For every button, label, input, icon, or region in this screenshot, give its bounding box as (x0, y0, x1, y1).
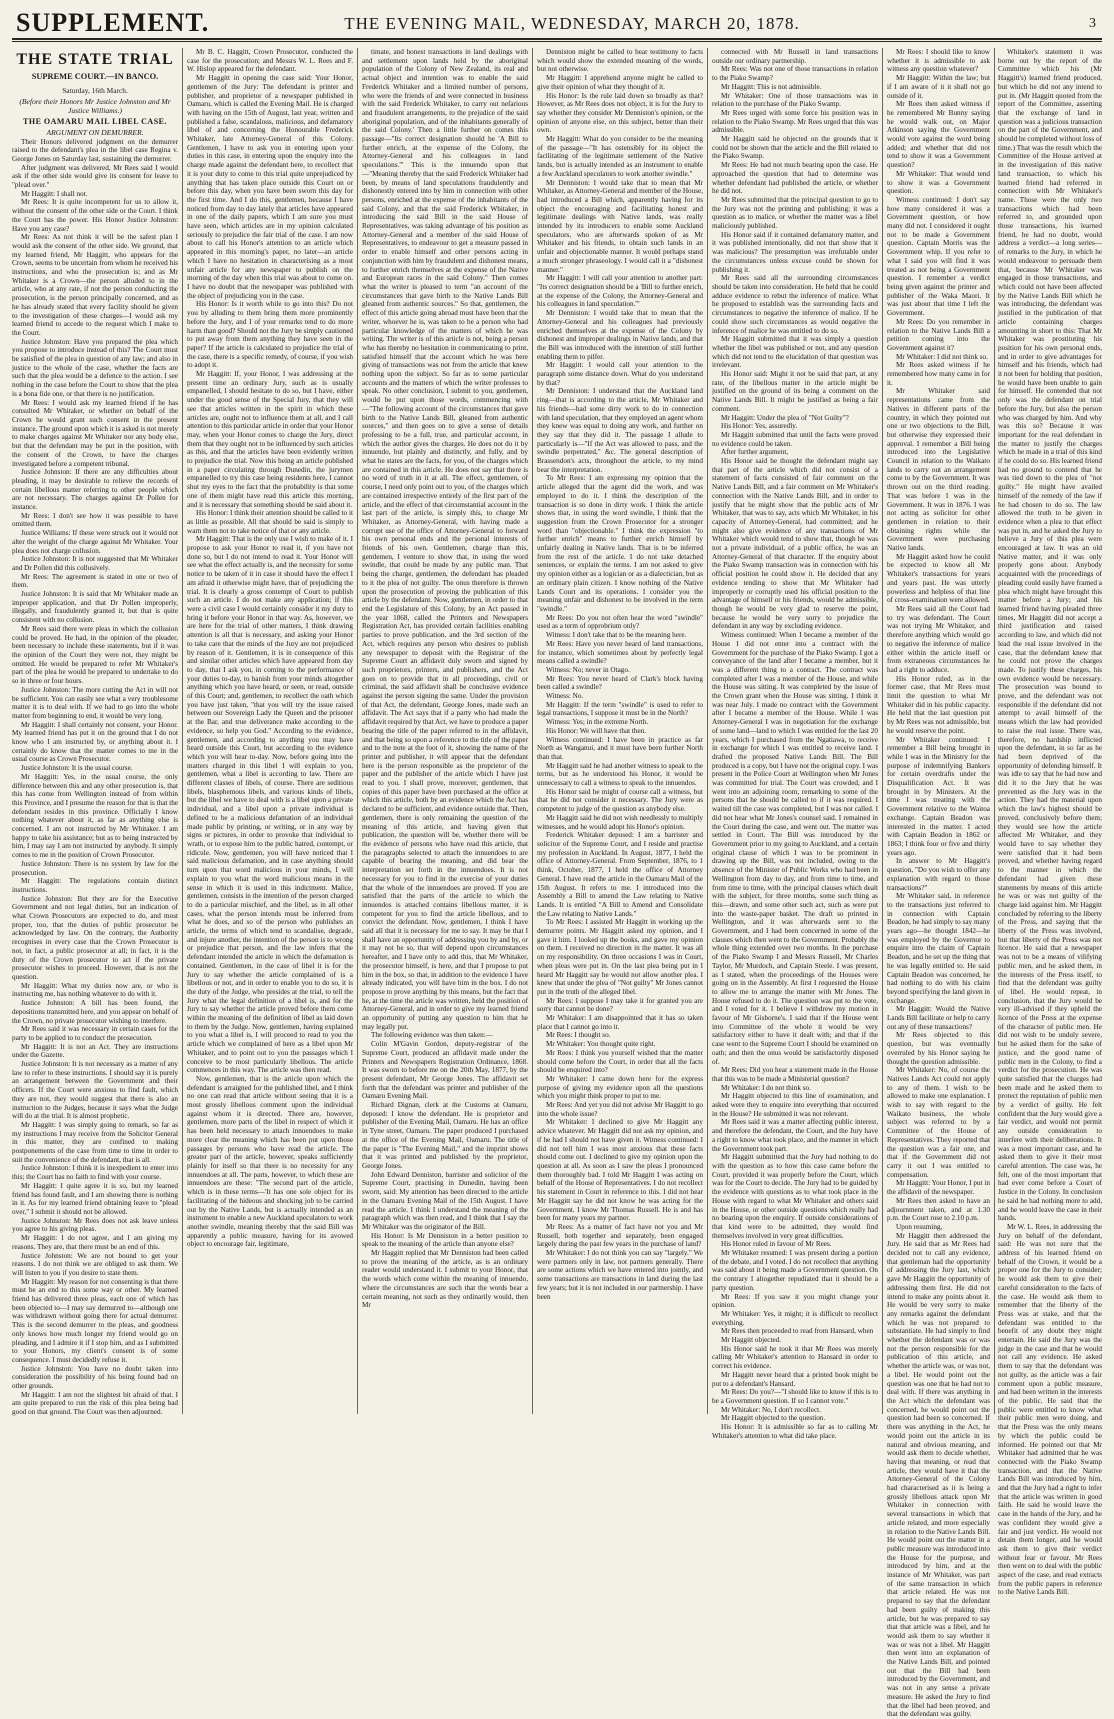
paragraph: Mr Haggitt: If the term "swindle" is used to refer to legal transactions, I suppose it must be in the North? (537, 700, 703, 718)
paragraph: Mr Rees objected to this question, but was eventually overruled by his Honor saying he thought the question admissible. (887, 1031, 990, 1066)
column-5 (712, 48, 878, 1440)
paragraph: Mr Rees: Do you?—"I should like to know if this is to be a Government question. If so I cannot vote." (712, 1388, 878, 1405)
paragraph: Justice Johnston: If there are any difficulties about pleading, it may be desirable to relieve the records of certain libellous matter referring to other people which are not necessary. The charges against Dr Pollen for instance. (12, 468, 178, 512)
paragraph: Mr Rees: I should like to know whether it is admissible to ask witness any question whatever? (887, 48, 990, 74)
paragraph: Justice Johnston: The more cutting the Act in will not be sufficient. You can easily see what a very troublesome matter it is to deal with. If we had to go into the whole matter from beginning to end, it would be very long. (12, 685, 178, 720)
paragraph: Mr Rees: The agreement is stated in one or two of them. (12, 572, 178, 590)
column-6 (887, 48, 990, 1719)
newspaper-title: THE EVENING MAIL, WEDNESDAY, MARCH 20, 1878. (344, 14, 800, 33)
bench-line: (Before their Honors Mr Justice Johnston and Mr Justice Williams.) (19, 97, 171, 115)
paragraph: Mr Haggitt said he objected on the grounds that it could not be shown that the article and the Bill related to the Piako Swamp. (712, 135, 878, 161)
paragraph: Justice Johnston: It is not necessary as a matter of any law to refer to these instructions. I should say it is purely an arrangement between the Government and their officers. If the Court were anxious to find fault, which they are not, they would suggest that there is also an instruction to the Judges, because it says what the Judge will do at the trial. It is almost prophetic. (12, 1060, 178, 1121)
paragraph: Justice Johnston: You have no doubt taken into consideration the possibility of his being found bad on other grounds. (12, 1364, 178, 1391)
paragraph: Mr Rees: Did you hear a statement made in the House that this was to be made a Ministerial question? (712, 1066, 878, 1083)
column-rule (707, 48, 708, 1414)
paragraph: Mr Rees then proceeded to read from Hansard, when (721, 1327, 874, 1336)
paragraph: Mr Rees: I suppose I may take it for granted you are sorry that cannot be done? (537, 996, 703, 1014)
paragraph: Mr Rees said there were pleas in which the collusion could be proved. He had, in the opinion of the pleader, been necessary to include these statements, but if it was the opinion of the Court they were not, they might be omitted. He would be prepared to refer Mr Whitaker's part of the plea he would be prepared to undertake to do so in three or four hours. (12, 624, 178, 686)
paragraph: Mr Haggitt: Would the Native Lands Bill facilitate or help to carry out any of these transactions? (887, 1005, 990, 1031)
paragraph: Witness: No. (546, 692, 584, 701)
paragraph: The following evidence was then taken:— (371, 1031, 493, 1040)
court-heading: SUPREME COURT.—IN BANCO. (31, 72, 159, 81)
paragraph: Justice Johnston: It is said that Mr Whitaker made an improper application, and that Dr Pollen improperly, illegally, and fraudulently granted it, but that is quite consistent with no collusion. (12, 590, 178, 625)
paragraph: Mr Denniston: I understand that the Auckland land ring—that is according to the article, Mr Whitaker and his friends—had some dirty work to do in connection with land speculation, that they employed an agent whom they knew was equal to doing any work, and further on they say that they did it. The passage I allude to particularly is—"If the Act was allowed to pass, and the swindle perpetrated," &c. The general description of Brassendon's acts, throughout the article, to my mind bear the interpretation. (537, 387, 703, 474)
case-title: THE OAMARU MAIL LIBEL CASE. (23, 117, 167, 126)
paragraph: Mr Rees: I thought so. (546, 1031, 611, 1040)
paragraph: Mr Rees: It is quite incompetent for us to allow it, without the consent of the other side or the Court. I think the Court has the power. His Honor Justice Johnston: Have you any case? (12, 198, 178, 233)
paragraph: After judgment was delivered, Mr Rees said I would ask if the other side would give its consent for leave to "plead over." (12, 163, 178, 190)
column-3 (362, 48, 528, 1414)
case-subtitle: ARGUMENT ON DEMURRER. (46, 127, 144, 137)
paragraph: His Honor: Is Mr Denniston in a better position to speak to the meaning of the article than anyone else? (362, 1231, 528, 1249)
paragraph: Mr Rees submitted that the principal question to go to the Jury was not the printing and publishing; it was a question as to malice, or whether the matter was a libel maliciously published. (712, 195, 878, 231)
column-1 (12, 48, 178, 1417)
paragraph: Mr Haggitt: I do not agree, and I am giving my reasons. They are, that there must be an end of this. (12, 1234, 178, 1251)
paragraph: His Honor said he took it that Mr Rees was merely calling Mr Whitaker's attention to Hansard in order to correct his evidence. (712, 1344, 878, 1371)
paragraph: Mr Rees: Was not one of those transactions in relation to the Piako Swamp? (712, 65, 878, 83)
paragraph: Mr Haggitt objected. (721, 1336, 782, 1345)
paragraph: Colin M'Gavin Gordon, deputy-registrar of the Supreme Court, produced an affidavit made under the Printers and Newspapers Registration Ordinance, 1868. It was sworn to before me on the 20th May, 1877, by the present defendant, Mr George Jones. The affidavit set forth that the defendant was printer and publisher of the Oamaru Evening Mail. (362, 1040, 528, 1101)
paragraph: Mr Haggitt objected to this line of examination, and asked were they to enquire into everything that occurred in the House? He submitted it was not relevant. (712, 1092, 878, 1118)
paragraph: Mr Haggitt: This is not admissible. (721, 82, 822, 91)
paragraph: Mr Rees: And yet you did not advise Mr Haggitt to go into the whole issue? (537, 1101, 703, 1118)
paragraph: Justice Johnston: It is not suggested that Mr Whitaker and Dr Pollen did this collusively. (12, 555, 178, 572)
paragraph: Mr Whitaker: No, of course the Natives Lands Act could not apply to any of them. I wish to be allowed to make one explanation. I wish to say with regard to the Waikato business, the whole subject was referred to by a Committee of the House of Representatives. They reported that the question was a fair one, and that if the Government did not carry it out I was entitled to compensation. (887, 1066, 990, 1179)
columns (12, 48, 1103, 1719)
paragraph: Mr Whitaker said, in reference to the transactions just referred to in connection with Captain Beadon, he had simply to say many years ago—he thought 1842—he was employed by the Governor to enquire into the claim of Captain Beadon, and he set up the thing that he was legally entitled to. He said Captain Beadon was concerned, he had nothing to do with his claim beyond specifying the land given in exchange. (887, 892, 990, 1005)
paragraph: Mr Whitaker: I declined to give Mr Haggitt any advice whatever. Mr Haggitt did not ask my opinion, and if he had I should not have given it. Witness continued: I did not tell him I was most anxious that these facts should come out. I declined to give my opinion upon the question at all. As soon as I saw the pleas I pronounced them thoroughly bad. I told Mr Haggitt I was acting on behalf of the House of Representatives. I do not recollect his statement in Court in reference to this. I did not hear Mr Haggitt say he did not know he was acting for the Government. I know Mr Thomas Russell. He is and has been for many years my partner. (537, 1118, 703, 1223)
paragraph: Mr Haggitt in opening the case said: Your Honor, gentlemen of the Jury: The defendant is printer and publisher, and proprietor of a newspaper published in Oamaru, which is called the Evening Mail. He is charged with having on the 15th of August, last year, written and published a false, scandalous, malicious, and defamatory libel of and concerning the Honourable Frederick Whitaker, late Attorney-General of this Colony. Gentlemen, I have to ask you in entering upon your duties in this case, in entering upon the enquiry into the charge made against the defendant here, to recollect that it is your duty to come to this trial quite unprejudiced by anything that has taken place outside this Court on or before this day, when you have been sworn this day for the first time. And I do this, gentlemen, because I have noticed from day to day lately that articles have appeared in one of the daily papers, which I am sure you must have seen, which articles are in my opinion calculated seriously to prejudice the fair trial of the case. I am now about to call his Honor's attention to an article which appeared in this morning's paper, no later—an article which I have no hesitation in characterising as a most unfair article for any newspaper to publish on the morning of the day when this trial was about to come on. I have no doubt that the newspaper was published with the object of prejudicing you in the case. (187, 74, 353, 300)
paragraph: Mr Whitaker: I do not think so. (721, 1083, 811, 1092)
paragraph: Mr Rees: Do you remember in relation to the Native Lands Bill a petition coming into the Government against it? (887, 317, 990, 352)
paragraph: Justice Johnston: Have you prepared the plea which you propose to introduce instead of this? The Court must be satisfied of the plea in question of any law; and also in justice to the whole of the case, whether the facts are such that the plea would be a defence to the action. I see nothing in the case before the Court to show that the plea is a bona fide one, or that there is no justification. (12, 337, 178, 398)
paragraph: Justice Johnston: It is the usual course. (21, 764, 133, 773)
masthead-rule (12, 41, 1102, 42)
column-7 (998, 48, 1103, 1597)
paragraph: Mr Haggitt submitted that the Jury had nothing to do with the question as to how this case came before the Court, provided it was properly before the Court, which was for the Court to decide. The Jury had to be guided by the evidence with questions as to what took place in the House with regard to what Mr Whitaker and others said in the House, or other outside questions which really had no bearing upon the enquiry. If outside considerations of that kind were to be admitted, they would find themselves involved in very great difficulties. (712, 1153, 878, 1240)
paragraph: Mr Haggitt asked how he could be expected to know all Mr Whitaker's transactions for years and years past. He was utterly powerless and helpless of that line of cross-examination were allowed. (887, 552, 990, 605)
paragraph: Witness continued: I don't say how many considered it was a Government question, or how many did not. I considered it ought not to be made a Government question. Captain Morris was the Government whip. If you refer to what I said you will find it was treated as not being a Government question. I remember a verdict being given against the printer and publisher of the Waka Maori. It was just about that time I left the Government. (887, 195, 990, 318)
paragraph: Mr Haggitt: It is not an Act. They are instructions under the Gazette. (12, 1042, 178, 1060)
paragraph: Mr Haggitt: I shall not. (21, 189, 88, 198)
paragraph: Mr Haggitt: Yes, in the usual course, the only difference between this and any other prosecution is, that this has come from Wellington instead of from within this Province, and I presume the reason for that is that the defendant resides in this province. Officially I know nothing whatever about it, as far as anything else is concerned. I am not instructed by Mr Whitaker. I am happy to take his assistance; but as to being instructed by him, I may say I am not instructed by anybody. It simply comes to me in the position of Crown Prosecutor. (12, 772, 178, 860)
paragraph: Mr Whitaker: I do not think you can say "largely." We were partners only in law, not partners generally. There are some actions which we have entered into jointly, and some transactions are transactions in land during the last few years; but it is not included in our partnership. I have been (537, 1249, 703, 1301)
paragraph: Mr Whitaker resumed: I was present during a portion of the debate, and I voted. I do not recollect that anything was said about it being made a Government question. On the contrary I altogether repudiated that it should be a party question. (712, 1249, 878, 1292)
paragraph: Mr Haggitt objected to the question. (721, 1414, 826, 1423)
paragraph: Mr Whitaker said representations came from the Natives in different parts of the country, in which they pointed out one or two objections to the Bill, but otherwise they expressed their approval. I remember a Bill being introduced into the Legislative Council in relation to the Waikato lands to carry out an arrangement come to by the Government. It was thrown out on the third reading. That was before I was in the Government. It was in 1876. I was not acting as solicitor for other gentlemen in relation to their obtaining rights while the Government were purchasing Native lands. (887, 387, 990, 553)
paragraph: Justice Johnston: We are not bound to get your reasons. I do not think we are obliged to ask them. We will listen to you if you desire to state them. (12, 1251, 178, 1277)
paragraph: Mr Whitaker: One of those transactions was in relation to the purchase of the Piako Swamp. (712, 91, 878, 109)
column-rule (182, 48, 183, 1414)
paragraph: timate, and honest transactions in land dealings with and settlement upon lands held by the aboriginal population of the Colony of New Zealand, its real and actual object and intention was to enable the said Frederick Whitaker and a limited number of persons, who were the friends of and were connected in business with the said Frederick Whitaker, to carry out nefarious and fraudulent arrangements, to the prejudice of the said aboriginal population, and of the inhabitants generally of the said Colony.' Then a little further on comes this passage—"Its correct designation should be 'A Bill to further enrich, at the expense of the Colony, the Attorney-General and his colleagues in land speculations.'" This is the innuendo upon that—"Meaning thereby that the said Frederick Whitaker had been, by means of land speculations fraudulently and dishonestly entered into by him in connection with other persons, enriched at the expense of the inhabitants of the said Colony, and that the said Frederick Whitaker, in introducing the said Bill in the said House of Representatives, was taking advantage of his position as Attorney-General and a member of the said House of Representatives, to endeavour to get a measure passed in order to enable himself and other persons acting in conjunction with him by fraudulent and dishonest means, to further enrich themselves at the expense of the Native and European races in the said Colony." Then comes what the writer is pleased to term "an account of the circumstances that gave birth to the Native Lands Bill gleaned from authentic sources." So that, gentlemen, the effect of this article going abroad must have been that the writer, whoever he is, was taken to be a person who had particular knowledge of the matters of which he was writing. The writer is of this article is not, being a person who has thereby no hesitation in communicating to print, satisfied himself that the account which he was here giving of transactions was not from the article that knew nothing upon the subject. So far as to some particular accounts and the matters of which the writer professes to speak. No other conclusion, I submit to you, gentlemen, would be put upon those words, commencing with—"The following account of the circumstances that gave birth to the Native Lands Bill, gleaned from authentic sources," and then goes on to give a sense of details professing to be a full, true, and particular account, in which the author gives the charges. He does not do it by innuendo, but plainly and distinctly, and fully, and by what he states are the facts, for you, of the charges which are contained in this article. He does not say that there is no word of truth in it at all. The effect, gentlemen, of course, I need only point out to you, of the charges which are contained irrespective entirely of the first part of the article, and the effect of that circumstantial account in the last part of the article, is simply this, to charge Mr Whitaker, as Attorney-General, with having made a corrupt use of the office of Attorney-General to forward his own personal ends and the personal interests of friends of his own. Gentlemen, charge than this, gentlemen, I venture to show that, in using the word swindle, that could be made by any public man. That being the charge, gentlemen, the defendant has pleaded to it the plea of not guilty. The onus therefore is thrown upon the prosecution of proving the publication of this article by the defendant. Now, gentlemen, in order to that end the Legislature of this Colony, by an Act passed in the year 1868, called the Printers and Newspapers Registration Act, has provided certain facilities enabling parties to prove publication, and the 3rd section of the Act, which requires any person who desires to publish any newspaper to deposit with the Registrar of the Supreme Court an affidavit duly sworn and signed by such proprietors, printers, and publishers, and the Act goes on to provide that in all proceedings, civil or criminal, the said affidavit shall be conclusive evidence against the person signing the same. Under the provision of that Act, the defendant, George Jones, made such an affidavit. The Act says that if a party who had made the affidavit required by that Act, we have to produce a paper bearing the title of the paper referred to in the affidavit, and that being so upon a reference to the title of the paper and to the note at the foot of it, showing the name of the printer and publisher, it will appear that the defendant here is the person responsible as the proprietor of the paper and the publisher of the article which I have just read to you. I shall prove, moreover, gentlemen, that copies of this paper have been purchased at the office at which this article, both by an evidence which the Act has declared to be sufficient, and evidence outside that. Then, gentlemen, there is only remaining the question of the meaning of this article, and having given that publication, the question will be, whether there will be the evidence of persons who have read this article, that the paragraphs selected to attach the innuendoes to are capable of bearing the meaning, and did bear the interpretation set forth in the innuendoes. It is not necessary for you to find in the exercise of your duties that the whole of the innuendoes are proved. If you are satisfied that the parts of the article to which the innuendos is attached contains libellous matter, it is competent for you to find the article libellous, and to convict the defendant. Now, gentlemen, I think I have said all that it is necessary for me to say. It may be that I shall have an opportunity of addressing you by and by, or it may not be so, that will depend upon circumstances hereafter, and I have only to add this, that Mr Whitaker, the prosecutor himself, is here, and that I propose to put him in the box, so that, in addition to the evidence I have already indicated, you will have him in the box. I do not propose to prove anything by this means, but the fact that he, at the time the article was written, held the position of Attorney-General, and in order to give my learned friend an opportunity of putting any question to him that he may legally put. (362, 48, 528, 1031)
paragraph: Mr Rees said it was a matter affecting public interest, and therefore the defendant, the Court, and the Jury have a right to know what took place, and the manner in which the Government took part. (712, 1118, 878, 1153)
paragraph: Mr Whitaker: That would tend to show it was a Government question. (887, 169, 990, 196)
paragraph: His Honor: Is it worth while to go into this? Do not you by alluding to them bring them more prominently before the Jury, and I of your remarks tend to do more harm than good? Should not the Jury be simply cautioned to put away from them anything they have seen in the paper? If the article is calculated to prejudice the trial of the case, there is a specific remedy, of course, if you wish to adopt it. (187, 300, 353, 370)
paragraph: To Mr Rees: I assisted Mr Haggitt in working up the demurrer points. Mr Haggitt asked my opinion, and I gave it him. I looked up the books, and gave my opinion on them. I received no direction in the matter. It was all on my responsibility. On three occasions I was in Court, when pleas were put in. On the last plea being put in I heard Mr Haggitt say he would not allow another plea. I knew that under the plea of "Not guilty" Mr Jones cannot put in the truth of the alleged libel. (537, 918, 703, 996)
paragraph: His Honor: Is the rule laid down so broadly as that? However, as Mr Rees does not object, it is for the Jury to say whether they consider Mr Denniston's opinion, or the opinion of anyone else, on this subject, better than their own. (537, 91, 703, 135)
paragraph: His Honor said he might of course call a witness, but that he did not consider it necessary. The Jury were as competent to judge of the question as anybody else. (537, 787, 703, 814)
paragraph: Mr Haggitt submitted that it was simply a question whether the libel was published or not, and any question which did not tend to the elucidation of that question was irrelevant. (712, 335, 878, 370)
paragraph: Mr Whitaker: You thought quite right. (546, 1040, 656, 1049)
paragraph: Mr Whitaker: I did not think so. (896, 352, 988, 361)
paragraph: Mr Whitaker: I am disappointed that it has so taken place that I cannot go into it. (537, 1014, 703, 1031)
paragraph: His Honor said: Might it not be said that part, at any rate, of the libellous matter in the article might be justified on the ground of its being a comment on the Native Lands Bill. It might be justified as being a fair comment. (712, 370, 878, 413)
column-2 (187, 48, 353, 1414)
paragraph: Mr Haggitt: My reason for not consenting is that there must be an end to this some way or other. My learned friend has delivered three pleas, each one of which has been objected to—I may say demurred to—although one was withdrawn without going there for actual demurrer. This is the second demurrer to the pleas, and goodness only knows how much longer my friend would go on pleading, and I admire it if I stop him, and as I submitted to your Honors, my client's consent is of some consequence. I must decidedly refuse it. (12, 1277, 178, 1364)
paragraph: Mr Haggitt: I would call your attention to the paragraph some distance down. What do you understand by that? (537, 361, 703, 387)
paragraph: Mr Rees then asked witness if he remembered Mr Bunny saying he would walk out, on Major Atkinson saying the Government would vote against the word being added; and whether that did not tend to show it was a Government question? (887, 100, 990, 170)
paragraph: His Honor: It is admissible so far as to calling Mr Whitaker's attention to what did take place. (712, 1423, 878, 1440)
paragraph: Mr Rees: As not think it will be the safest plan I would ask the consent of the other side. We ground, that my learned friend, Mr Haggitt, who appears for the Crown, seems to be uncertain from whom he received his instructions, and who the prosecution is; and as Mr Whitaker is a Crown—the person alluded to in the article, who at any rate, if not the person conducting the prosecution, is the person principally concerned, and as he has already stated that every facility should be given to the investigation of these charges—I would ask my learned friend to accede to the request which I make to the Court. (12, 233, 178, 337)
paragraph: Mr Denniston: I would take that to mean that Mr Whitaker, as Attorney-General and member of the House, had introduced a Bill which, apparently having for its object the encouraging and facilitating honest and legitimate dealings with Native lands, was really intended by its introducers to enable some Auckland speculators, who are afterwards spoken of as Mr Whitaker and his friends, to obtain such lands in an unfair and objectionable manner. It would perhaps stand a much stronger phraseology. I would call it a "dishonest manner." (537, 178, 703, 274)
paragraph: Mr Haggitt said he did not wish needlessly to multiply witnesses, and he would adopt his Honor's opinion. (537, 813, 703, 831)
paragraph: Witness continued: When I became a member of the House I did not enter into a contract with the Government for the purchase of the Piako Swamp. I got a conveyance of the land after I became a member, but it was a different thing to a contract. The contract was completed after I was a member of the House, and while the House was sitting. It was completed by the issue of the Crown grant when the House was sitting. I think it was near July. I made no contract with the Government after I became a member of the House. While I was Attorney-General I was in negotiation for the exchange of some land—land to which I was entitled for the last 20 years, which I purchased from the Ngatiawa, to receive in exchange for which I was entitled to receive land. I drafted the proposed Native Lands Bill. The Bill produced is a copy, but I have not the original copy. I was present in the Police Court at Wellington when Mr Jones was committed for trial. The Court was crowded, and I went into an adjoining room, remarking to some of the persons that he should be called to if it was required. I waited till the case was completed, but I was not called. I did not hear what Mr Jones's counsel said. I remained in the Court during the case, and went out. The matter was settled in Court. The Bill was introduced by the Government prior to my going to Auckland, and a certain original clause of which I was to be prominent in drawing up the Bill, was not included, owing to the absence of the Minister of Public Works who had been in Wellington from day to day, and from time to time, and from time to time, with the principal clauses which dealt with the subject, for three months, some such thing as this—drawn, and some other such act, such as were put into the waste-paper basket. The draft so printed in Wellington, and it was afterwards sent to the Government, and I had been concerned in some of the clauses which then went to the Government. Probably the whole thing extended over two months. In the purchase of the Piako Swamp I and Messrs Russell, Mr Charles Taylor, Mr Murdoch, and Captain Steele. I was present, as I stated, when the proceedings of the Houses were going on in the Assembly. At first I requested the House to allow me to arrange the matter with Mr Jones. The House refused to do it. The question was put to the vote, and I voted for it. I believe I withdrew my motion in favour of Mr Gisborne's. I said that if the House went into Committee of the whole it would be very satisfactory either to have it dealt with; and that if the case went to the Supreme Court I should be examined on oath; and then the onus would be satisfactorily disposed of. (712, 631, 878, 1066)
paragraph: Justice Johnston: I think it is inexpedient to enter into this; the Court has no faith to find with your course. (12, 1164, 178, 1182)
paragraph: Mr Whitaker: Yes, it might; it is difficult to recollect everything. (712, 1309, 878, 1327)
paragraph: Mr Haggitt: If, your Honor, I was addressing at the present time an ordinary Jury, such as is usually empanelled, I should hesitate to do so, but I have, either under the good sense of the Special Jury, that they will see that articles written in the spirit in which these articles are, ought not to influence them at all, and I call attention to this particular article in order that your Honor may, when your Honor comes to charge the Jury, direct them that they ought not to be influenced by such articles as this, and that the articles have been evidently written to prejudice the trial. Now this being an article published in a paper circulating through Dunedin, the jurymen empanelled to try this case being residents here, I cannot shut my eyes to the fact that the probability is that some one of them might have read this article this morning, and it is necessary that something should be said about it. (187, 370, 353, 509)
paragraph: Justice Williams: If these were struck out it would not alter the weight of the charge against Mr Whitaker. Your plea does not charge collusion. (12, 529, 178, 555)
paragraph: Justice Johnston: There is no system by law for the prosecution. (12, 859, 178, 877)
paragraph: Mr Haggitt: Under the plea of "Not Guilty"? (721, 413, 849, 422)
paragraph: His Honor: I think their attention should be called to it as little as possible. All that should be said is simply to warn them not to take notice of that or any article. (187, 509, 353, 535)
column-4 (537, 48, 703, 1414)
paragraph: His Honor: Yes, assuredly. (721, 422, 798, 431)
paragraph: To Mr Rees: I am expressing my opinion that the article alleged that the agent did the work, and was employed to do it. I think the description of the transaction is so done in dirty work. I think the article shows that, in using the word swindle, I think that the suggestion from the Crown Prosecutor for a stronger word than "objectionable." I think the expression "to further enrich" means to further enrich himself by unfairly dealing in Native lands. That is to be inferred from the rest of the article. I do not take detached sentences, or explain the terms. I am not asked to give my opinion either as a logician or as a dialectician, but as an ordinary plain citizen. I know nothing of the Native Lands Court and its operations. I consider you the meaning unfair and dishonest to be involved in the term "swindle." (537, 474, 703, 613)
column-rule (357, 48, 358, 1414)
paragraph: Now, gentlemen, that is the article upon which the defendant is arraigned for the published libel, and I think no one can read that article without seeing that it is a most grossly libellous comment upon the individual against whom it is directed. There are, however, gentlemen, more parts of the libel in respect of which it has been held necessary to attach innuendoes to make more clear the meaning which has been put upon those passages by persons who have read the article. The greater part of the article, however, speaks sufficiently plainly for itself so that there is no necessity for any innuendoes at all. The parts, however, to which these are innuendoes are these: "The second part of the article, which is in these terms—'It has one sole object for its facilitating of the hideous and shocking job to be carried out by the Native Lands, but is actually intended as an instrument to enable a new Auckland speculators to work another swindle, meaning thereby that the said Bill was apparently a public measure, having for its avowed object to encourage fair, legitimate, (187, 1074, 353, 1249)
paragraph: Mr B. C. Haggitt, Crown Prosecutor, conducted the case for the prosecution; and Messrs W. L. Rees and F. W. Hislop appeared for the defendant. (187, 48, 353, 74)
paragraph: Mr Haggitt: I will call your attention to another part: "Its correct designation should be a 'Bill to further enrich, at the expense of the Colony, the Attorney-General and his colleagues in land speculation.'" (537, 274, 703, 309)
paragraph: Justice Johnston: Mr Rees does not ask leave unless you agree to his giving pleas. (12, 1216, 178, 1234)
paragraph: Whitaker's statement it was borne out by the report of the Committee which his (Mr Haggitt's) learned friend produced, but which he did not any intend to put in. (Mr Haggitt quoted from the report of the Committee, asserting that the exchange of land in question was a judicious transaction on the part of the Government, and should be completed without loss of time.) That was the result which the Committee of the House arrived at in the investigation of this native land transaction, to which his learned friend had referred in connection with Mr Whitaker's name. Those were the only two transactions which had been referred to, and grounded upon those transactions, his learned friend, he had no doubt, would address a verdict—a long series—of remarks to the Jury, in which he would endeavour to persuade them that, because Mr Whitaker was engaged in those transactions, and which could not have been affected by the Native Lands Bill which he was introducing, the defendant was justified in the publication of that article containing charges amounting in short to this: That Mr Whitaker was prostituting his position for his own personal ends, and in order to give advantages for himself and his friends, which had it not been for holding that position, he would have been unable to gain for himself. He contended that not only was the defendant on trial before the Jury, but also the person who was charged by him. And why was this so? Because it was important for the real defendant in the matter to justify the charges which he made in a trial of this kind if he could do so. His learned friend had no ground to contend that he was tied down to the plea of "not guilty." He might have availed himself of the remedy of the law if he had chosen to do so. The law allowed the truth to be given in evidence when a plea to that effect was put in, and he asked the Jury to believe a Jury of this plea were encouraged at law. It was an old Native matter, and it was only properly gone about. Anybody acquainted with the proceedings of pleading could easily have framed a plea which might have brought this matter before a Jury; and his learned friend having pleaded three times, Mr Haggitt did not accept a third justification and raised according to law, and which did not lead the real issue involved in the case, that the defendant knew that he could not prove the charges made. To justify these charges, his own evidence would be necessary. The prosecution was bound to prove, and the defendant was not responsible if the defendant did not attempt to avail himself of the means which the law had provided to raise the real issue. There was, therefore, no hardship inflicted upon the defendant, in so far as he had been deprived of the opportunity of defending himself. It was idle to say that he had now and did it to the Jury that he was prevented as the Jury was in the action. They had the material upon which the law's highest should be proved, conclusively before them; they would see how the article affected Mr Whitaker, and they would have to say whether they were satisfied that it had been proved, and whether having regard to the manner in which the defendant had given these statements by means of this article he was or was not guilty of the charge laid against him. Mr Haggitt concluded by referring to the liberty of the Press, and saying that the liberty of the Press was involved, but that liberty of the Press was not licence. He said that a newspaper was not to be a means of vilifying public men, and he asked them, in the interests of the Press itself, to find that the defendant was guilty of libel. He would repeat, in conclusion, that the Jury would be very ill-advised if they upheld the licence of the Press at the expense of the character of public men. He did not wish to be unduly severe, but he asked them for the sake of justice, and the good name of public men in the Colony, to find a verdict for the prosecution. He was quite satisfied that the charges had been made and he asked them to protect the reputation of public men by a verdict of guilty. He felt confident that the Jury would give a fair verdict, and would not permit any outside consideration to interfere with their deliberations. It was a most important case, and he asked them to give it their most careful attention. The case was, he felt, one of the most important that had ever come before a Court of Justice in the Colony. In conclusion he said he had nothing more to add, and he would leave the case in their hands. (998, 48, 1103, 1223)
paragraph: His Honor said if it contained defamatory matter, and it was published intentionally, did not that show that it was malicious? The presumption was irrefutable under the circumstances unless excuse could be shown for publishing it. (712, 230, 878, 274)
paragraph: Denniston might be called to bear testimony to facts which would show the extended meaning of the words, but not otherwise. (537, 48, 703, 74)
paragraph: Witness: No; never in Otago. (546, 665, 630, 674)
paragraph: Mr Rees said all the surrounding circumstances should be taken into consideration. He held that he could adduce evidence to rebut the inference of malice. What he proposed to establish was the surrounding facts and circumstances to negative the inference of malice. If he could show such circumstances as would negative the inference of malice he was entitled to do so. (712, 274, 878, 335)
column-rule (882, 48, 883, 1414)
paragraph: Mr Whitaker: I came down here for the express purpose of giving my evidence upon all the questions which you might think proper to put to me. (537, 1074, 703, 1101)
paragraph: Mr Haggitt: The regulations contain distinct instructions. (12, 877, 178, 894)
paragraph: Mr Rees: He had not much bearing upon the case. He approached the question that had to determine was whether defendant had published the article, or whether he did not. (712, 161, 878, 196)
paragraph: Mr Rees: If you saw it you might change your opinion. (712, 1292, 878, 1310)
paragraph: Frederick Whitaker deposed: I am a barrister and solicitor of the Supreme Court, and I reside and practise my profession in Auckland. In August, 1877, I held the office of Attorney-General. From September, 1876, to 1 think, October, 1877, I held the office of Attorney General. I have read the article in the Oamaru Mail of the 15th August. It refers to me. I introduced into the Assembly a Bill to amend the Law relating to Native Lands. It is entitled "A Bill to Amend and Consolidate the Law relating to Native Lands." (537, 831, 703, 918)
paragraph: Mr Whitaker continued: I remember a Bill being brought in while I was in the Ministry for the purpose of indemnifying Bankers for certain overdrafts under the Disqualification Act. It was brought in by Ministers. At the time I was treating with the Government relative to the Waitoa exchange. Captain Beadon was interested in the matter. I acted with Captain Beadon in 1862 or 1863; I think four or five and thirty years ago. (887, 735, 990, 857)
masthead (12, 8, 1102, 40)
paragraph: Mr Haggitt: I am not the slightest bit afraid of that. I am quite prepared to run the risk of this plea being bad good on that ground. The Court was then adjourned. (12, 1390, 178, 1417)
paragraph: Mr Haggitt: Within the law; but if I am aware of it it shall not go outside of it. (887, 74, 990, 100)
paragraph: Mr Haggitt: Your Honor, I put in the affidavit of the newspaper. (887, 1179, 990, 1197)
paragraph: Justice Johnston: A bill has been found, the depositions transmitted here, and you appear on behalf of the Crown, no private prosecutor wishing to interfere. (12, 999, 178, 1025)
paragraph: John Edward Denniston, barrister and solicitor of the Supreme Court, practising in Dunedin, having been sworn, said: My attention has been directed to the article in the Oamaru Evening Mail of the 15th August. I have read the article. I think I understand the meaning of the paragraph which was then read, and I think that I say the Mr Whitaker was the originator of the Bill. (362, 1170, 528, 1231)
paragraph: Mr Rees: I don't see how it was possible to have omitted them. (12, 511, 178, 529)
paragraph: Mr Haggitt: I was simply going to remark, so far as my instructions I may receive from the Solicitor General in this matter, they are confined to making postponements of the case from time to time in order to suit the convenience of the defendant, that is all. (12, 1120, 178, 1164)
paragraph: Richard Dignan, clerk at the Customs at Oamaru, deposed: I know the defendant. He is proprietor and publisher of the Evening Mail, Oamaru. He has an office in Tyne street, Oamaru. The paper produced I purchased at the office of the Evening Mail, Oamaru. The title of the paper is "The Evening Mail," and the imprint shows that it was printed and published by the proprietor, George Jones. (362, 1101, 528, 1170)
paragraph: Witness: Yes; in the extreme North. (546, 718, 649, 727)
date-line: Saturday, 16th March. (62, 86, 128, 95)
paragraph: His Honor ruled in favour of Mr Rees. (721, 1240, 832, 1249)
column-rule (532, 48, 533, 1414)
paragraph: After further argument, (721, 448, 789, 457)
paragraph: Mr Rees: You never heard of Clark's block having been called a swindle? (537, 674, 703, 692)
headline: THE STATE TRIAL (16, 51, 174, 68)
paragraph: Mr Whitaker: No, I don't recollect. (721, 1405, 821, 1414)
paragraph: Mr Haggitt never heard that a printed book might be put to a defendant's Hansard. (712, 1370, 878, 1388)
paragraph: Mr Haggitt: That is the only use I wish to make of it. I propose to ask your Honor to read it, if you have not done so, but I do not intend to read it. Your Honor will see what the effect actually is, and the necessity for some notice to be taken of it in case it should have the effect I am afraid it otherwise might have, that of prejudicing the trial. It is clearly a gross contempt of Court to publish such an article. I do not make any application; if this were a civil case I would certainly consider it my duty to bring it before your Honor in that way. As, however, we are here for the trial of other matters, I think drawing attention is all that is necessary, and asking your Honor to take care that the minds of the Jury are not prejudiced by reason of it. Gentlemen, it is in consequence of this and similar other articles which have appeared from day to day, that I ask you, in coming to the performance of your duties to-day, to banish from your minds altogether anything which you have heard, or seen, or read, outside of this Court; and, gentlemen, to recollect the oath which you have just taken, "that you will try the issue raised between our Sovereign Lady the Queen and the prisoner at the Bar, and true deliverance make according to the evidence, so help you God." According to the evidence, gentlemen, and according to anything you may have heard outside this Court, but according to the evidence which you will hear to-day. Now, before going into the matters charged in this libel I will explain to you, gentlemen, what a libel is according to law. There are different classes of libels, of course. There are seditious libels, blasphemous libels, and various kinds of libels, but the libel we have to deal with is a libel upon a private individual, and a libel upon a private individual is defined to be a malicious defamation of an individual made public by printing, or writing, or in any way by signs or pictures, in order to provoke that individual to wrath, or to expose him to the public hatred, contempt, or ridicule. Now, gentlemen, you will have noticed that I said malicious defamation, and in case anything should turn upon that word malicious in your minds, I will explain to you what the word malicious means in the sense in which it is used in this indictment. Malice, gentlemen, consists in the intention of the person charged to do a particular mischief, and the libel, as in all other cases, what the person intends must be inferred from what he does, and so of the person who publishes an article, the terms of which tend to scandalise, degrade, and injure another, the intention of the person is to wrong or prejudice that person, and the law infers that the defendant intended the article in which the defamation is contained. Gentlemen, in the case of libel it is for the Jury to say whether the article complained of is a libellous or not, and in order to enable you to do so, it is the duty of the Judge, who presides at the trial, to tell the Jury what the legal definition of a libel is, and for the Jury to say whether the article proved before them come within the meaning of the definition of libel as laid down to them by the Judge. Now, gentlemen, having explained to you what a libel is, I will proceed to read to you the article which we complained of here as a libel upon Mr Whitaker, and to point out to you the passages which I conceive to be most particularly libellous. The article commences in this way. The article was then read. (187, 535, 353, 1075)
paragraph: Mr W. L. Rees, in addressing the Jury on behalf of the defendant, said: He was not sure that the address of his learned friend on behalf of the Crown, it would be a proper one for the Jury to consider; he would ask them to give their careful consideration to the facts of the case. He would ask them to remember that the liberty of the Press was at stake, and that the defendant was entitled to the benefit of any doubt they might entertain. He said the Jury was the judge in the case and that he would not call any evidence. He asked them to say that the defendant was not guilty, as the article was a fair comment upon a public measure, and had been written in the interests of the public. He said that the public were entitled to know what their public men were doing, and that the Press was the only means by which the public could be informed. He pointed out that Mr Whitaker had admitted that he was connected with the Piako Swamp transaction, and that the Native Lands Bill was introduced by him, and that the Jury had a right to infer that the article was written in good faith. He said he would leave the case in the hands of the Jury, and he was confident they would give a fair and just verdict. He would not detain them longer, and he would ask them to give their verdict without fear or favour. Mr Rees then went on to deal with the public aspect of the case, and read extracts from the public papers in reference to the Native Lands Bill. (998, 1222, 1102, 1597)
paragraph: Mr Rees urged with some force his position was in relation to the Piako Swamp. Mr Rees urged that this was admissible. (712, 108, 878, 135)
paragraph: Mr Haggitt: What do you consider to be the meaning of the passage—"It has ostensibly for its object the facilitating of the legitimate settlement of the Native lands, but is actually intended as an instrument to enable a few Auckland speculators to work another swindle." (537, 135, 703, 178)
paragraph: Mr Rees: As a matter of fact have not you and Mr Russell, both together and separately, been engaged largely during the past few years in the purchase of land? (537, 1222, 703, 1249)
paragraph: Mr Rees said it was necessary in certain cases for the party to be applied to to conduct the prosecution. (12, 1025, 178, 1042)
paragraph: Justice Johnston: But they are for the Executive Government and not legal duties, but an indication of what Crown Prosecutors are expected to do, and most proper, too, that the duties of public prosecutor be acknowledged by law. On the contrary, the Authority recognises in every case that the Crown Prosecutor is not, in fact, a public prosecutor at all; in fact, it is the duty of the Crown prosecutor to act if the private prosecutor wishes to proceed. However, that is not the question. (12, 894, 178, 981)
paragraph: Mr Haggitt: I quite agree it is so, but my learned friend has found fault, and I am showing there is nothing in it. As for my learned friend obtaining leave to "plead over," I submit it should not be allowed. (12, 1181, 178, 1216)
page-number: 3 (1089, 16, 1096, 31)
paragraph: His Honor: We will have that then. (546, 726, 647, 735)
paragraph: Mr Rees: I think you yourself wished that the matter should come before the Court, in order that all the facts should be enquired into? (537, 1048, 703, 1075)
paragraph: Mr Rees: Do you not often hear the word "swindle" used as a term of opprobrium only? (537, 613, 703, 631)
supplement-label: SUPPLEMENT. (16, 8, 210, 37)
paragraph: Mr Haggitt said he had another witness to speak to the terms, but as he understood his Honor, it would be unnecessary to call a witness to speak to the innuendos. (537, 761, 703, 788)
paragraph: Mr Rees said all the Court had to try was defendant. The Court was not trying Mr Whitaker, and therefore anything which would go to negative the inference of malice either within the article itself or from extraneous circumstances he had a right to adduce. (887, 605, 990, 674)
paragraph: Mr Haggitt replied that Mr Denniston had been called to prove the meaning of the article, as is an ordinary reader would understand it. I submit to your Honor, that the words which come within the meaning of innuendo, where the circumstances are such that the words bear a certain meaning, not such as they ordinarily would, then Mr (362, 1249, 528, 1310)
paragraph: Witness: I don't take that to be the meaning here. (546, 631, 687, 640)
paragraph: Mr Rees: Have you never heard of land transactions, for instance, which sometimes about by perfectly legal means called a swindle? (537, 639, 703, 666)
paragraph: Mr Haggitt: What my duties now are, or who is instructing me, has nothing whatever to do with it. (12, 981, 178, 999)
paragraph: Mr Rees asked witness if he remembered how many came in for it. (887, 361, 990, 387)
paragraph: Mr Haggitt: I apprehend anyone might be called to give their opinion of what they thought of it. (537, 74, 703, 91)
paragraph: In answer to Mr Haggitt's question, "Do you wish to offer any explanation with regard to those transactions?" (887, 857, 990, 892)
paragraph: Mr Denniston: I would take that to mean that the Attorney-General and his colleagues had previously enriched themselves at the expense of the Colony by dishonest and improper dealings in Native lands, and that the Bill was introduced with the intention of still further enabling them to pilfer. (537, 309, 703, 361)
paragraph: His Honor said he thought the defendant might say that part of the article which did not consist of a statement of facts consisted of fair comment on the Native Lands Bill, and a fair comment on Mr Whitaker's connection with the Native Lands Bill, and in order to justify that he might show that the public acts of Mr Whitaker, that was to say, acts which Mr Whitaker, in his capacity of Attorney-General, had committed; and he might also give evidence of any transactions of Mr Whitaker which would tend to show that, though he was not a private individual, of a public office, he was an Attorney-General of that character. If the enquiry about the Piako Swamp transaction was in connection with his official position he could show it. He decided that any evidence tending to show that Mr Whitaker had improperly or corruptly used his official position to the advantage of himself or his friends, would be admissible, though he would be very glad to reserve the point, because he would be very sorry to prejudice the defendant in any way by excluding evidence. (712, 457, 878, 631)
paragraph: His Honor ruled, as in the former case, that Mr Rees must limit the question to what Mr Whitaker did in his public capacity. He held that the last question put by Mr Rees was not admissible, but he would reserve the point. (887, 674, 990, 735)
paragraph: Mr Rees then asked to have an adjournment taken, and at 1.30 p.m. the Court rose to 2.10 p.m. (887, 1196, 990, 1223)
paragraph: Mr Haggitt submitted that until the facts were proved no evidence could be taken. (712, 430, 878, 448)
paragraph: Upon resuming, (896, 1222, 943, 1231)
paragraph: Mr Rees: I would ask my learned friend if he has consulted Mr Whitaker, or whether on behalf of the Crown he would grant such consent in the present instance. The ground upon which it is asked is not merely to make charges against Mr Whitaker nor any body else, but that the defendant may be put in the position, with the consent of the Crown, to have the charges investigated before a competent tribunal. (12, 398, 178, 468)
paragraph: Witness continued: I have been in practice as far North as Wanganui, and it must have been further North than that. (537, 735, 703, 761)
column-rule (994, 48, 995, 1414)
paragraph: connected with Mr Russell in land transactions outside our ordinary partnership. (712, 48, 878, 65)
paragraph: Mr Haggitt then addressed the Jury. He said that as Mr Rees had decided not to call any evidence, that gentleman had the opportunity of addressing the Jury last, which gave Mr Haggitt the opportunity of addressing them first. He did not intend to make any points about it. He would be very sorry to make any remarks against the defendant which he was not prepared to substantiate. He had simply to find whether the defendant was or was not the person responsible for the publication of this article, and whether the article was, or was not, a libel. He would point out the question was one that he had not to deal with. If there was anything in the Act which the defendant was concerned, he would point out the question had been so concerned. If there was anything in the Act, he would point out the article in its natural and obvious meaning, and would ask them to decide whether, having that meaning, or read that article, they would have it that the Attorney-General of the Colony had characterised as it is being a grossly libellous attack upon Mr Whitaker in connection with several transactions in which that article related, and more especially in relation to the Native Lands Bill. He would point out the matter in a public measure was introduced into the House for the purpose, and introduced by him, and at the instance of Mr Whitaker, was part of the same transaction in which that article related. He was not prepared to say that the defendant had been guilty of making this article, but he was prepared to say that that article was a libel, and he would ask them to say whether it was or was not a libel. Mr Haggitt then went into an explanation of the Native Lands Bill, and pointed out that the Bill had been introduced by the Government, and was not in any sense a private measure. He asked the Jury to find that the libel had been proved, and that the defendant was guilty. (887, 1231, 990, 1719)
paragraph: Their Honors delivered judgment on the demurrer raised to the defendant's plea in the libel case Regina v. George Jones on Saturday last, sustaining the demurrer. (12, 137, 178, 163)
paragraph: Mr Haggitt: I shall certainly not consent, your Honor. My learned friend has put it on the ground that I do not know who I am instructed by, or anything about it. I certainly do know that the matter comes to me in the usual course as Crown Prosecutor. (12, 720, 178, 764)
